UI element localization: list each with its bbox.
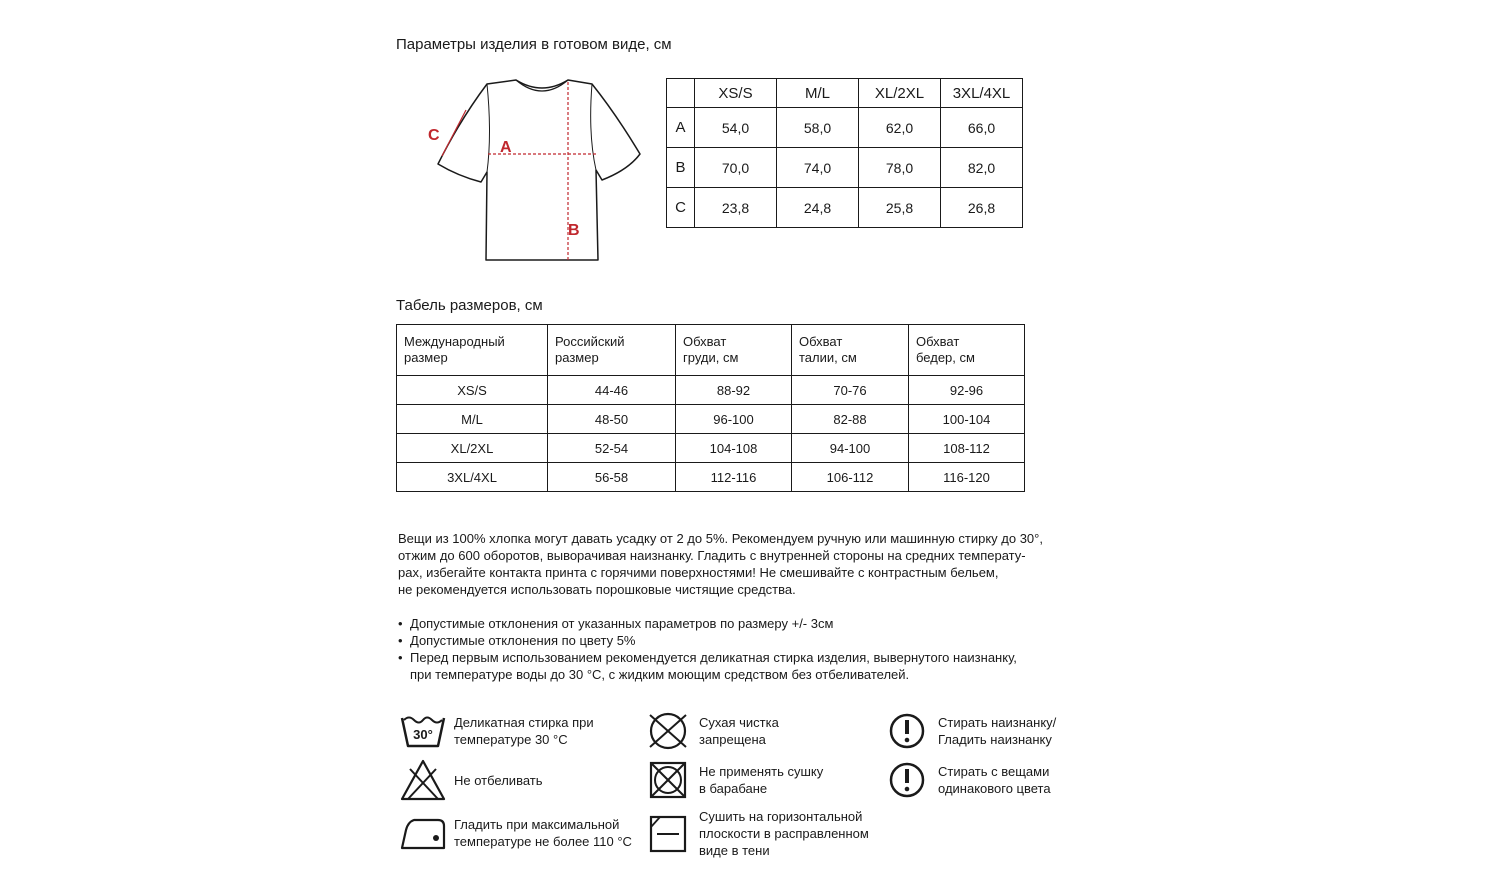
wash-30-icon (398, 706, 448, 756)
params-cell: 26,8 (941, 188, 1023, 228)
sizes-title: Табель размеров, см (396, 297, 543, 314)
params-col-header: XL/2XL (859, 79, 941, 108)
care-label: Сушить на горизонтальной плоскости в расправленном виде в тени (699, 809, 869, 858)
tshirt-collar (516, 80, 568, 91)
params-cell: 25,8 (859, 188, 941, 228)
flat-dry-shade-icon (643, 809, 693, 859)
care-item-same-color (882, 755, 1051, 805)
params-cell: 66,0 (941, 108, 1023, 148)
no-dry-clean-icon (643, 706, 693, 756)
params-row-label: C (667, 188, 695, 228)
size-cell: XL/2XL (397, 434, 548, 463)
size-col-header: Международный размер (397, 325, 548, 376)
size-cell: 52-54 (548, 434, 676, 463)
params-cell: 54,0 (695, 108, 777, 148)
care-label: Не отбеливать (454, 772, 543, 788)
care-item-no-dry-clean (643, 706, 779, 756)
params-col-header: 3XL/4XL (941, 79, 1023, 108)
label-c: C (428, 127, 440, 144)
params-row-label: A (667, 108, 695, 148)
iron-icon (398, 808, 448, 858)
size-cell: 70-76 (792, 376, 909, 405)
size-row (397, 434, 1025, 463)
size-col-header: Российский размер (548, 325, 676, 376)
size-header-row (397, 325, 1025, 376)
size-col-header: Обхват бедер, см (909, 325, 1025, 376)
care-item-inside-out (882, 706, 1056, 756)
svg-text:30°: 30° (413, 727, 433, 742)
care-label: Гладить при максимальной температуре не более 110 °С (454, 817, 632, 849)
tshirt-diagram (420, 74, 650, 266)
size-cell: 106-112 (792, 463, 909, 492)
bullet-item: • Перед первым использованием рекомендуется деликатная стирка изделия, вывернутого наизнанку, при температуре воды до 30 °С, с жидким моющим средством без отбеливателей. (398, 650, 1017, 682)
size-cell: 92-96 (909, 376, 1025, 405)
care-label: Не применять сушку в барабане (699, 764, 824, 796)
size-cell: 88-92 (676, 376, 792, 405)
no-tumble-dry-icon (643, 755, 693, 805)
params-header-row (667, 79, 1023, 108)
tshirt-armhole-right (591, 84, 596, 170)
care-item-flat-dry (643, 808, 869, 859)
bullet-dot: • (398, 650, 403, 665)
note-line: не рекомендуется использовать порошковые чистящие средства. (398, 582, 796, 597)
params-table (666, 78, 1023, 228)
note-line: отжим до 600 оборотов, выворачивая наизнанку. Гладить с внутренней стороны на средних температу- (398, 548, 1026, 563)
size-cell: 100-104 (909, 405, 1025, 434)
care-label: Сухая чистка запрещена (699, 715, 779, 747)
params-cell: 58,0 (777, 108, 859, 148)
care-label: Стирать с вещами одинакового цвета (938, 764, 1051, 796)
care-item-no-bleach (398, 755, 543, 805)
params-row (667, 108, 1023, 148)
params-row-label: B (667, 148, 695, 188)
bullet-item: • Допустимые отклонения по цвету 5% (398, 633, 636, 648)
size-table (396, 324, 1025, 492)
params-col-header: M/L (777, 79, 859, 108)
size-cell: 108-112 (909, 434, 1025, 463)
size-row (397, 376, 1025, 405)
size-cell: XS/S (397, 376, 548, 405)
note-line: Вещи из 100% хлопка могут давать усадку от 2 до 5%. Рекомендуем ручную или машинную стирку до 30°, (398, 531, 1043, 546)
label-a: A (500, 139, 512, 156)
params-title: Параметры изделия в готовом виде, см (396, 36, 672, 53)
params-corner-cell (667, 79, 695, 108)
params-row (667, 148, 1023, 188)
care-note-paragraph (398, 530, 1118, 598)
size-cell: 96-100 (676, 405, 792, 434)
bullet-dot: • (398, 633, 403, 648)
size-col-header: Обхват талии, см (792, 325, 909, 376)
params-cell: 62,0 (859, 108, 941, 148)
care-item-iron (398, 808, 632, 858)
bullet-item: • Допустимые отклонения от указанных параметров по размеру +/- 3см (398, 616, 834, 631)
no-bleach-icon (398, 755, 448, 805)
size-cell: 44-46 (548, 376, 676, 405)
params-cell: 24,8 (777, 188, 859, 228)
size-cell: 94-100 (792, 434, 909, 463)
tshirt-outline (438, 80, 640, 260)
size-cell: 56-58 (548, 463, 676, 492)
params-cell: 74,0 (777, 148, 859, 188)
size-cell: 82-88 (792, 405, 909, 434)
warning-icon (882, 706, 932, 756)
care-item-no-tumble-dry (643, 755, 823, 805)
params-cell: 78,0 (859, 148, 941, 188)
size-cell: 112-116 (676, 463, 792, 492)
params-cell: 23,8 (695, 188, 777, 228)
size-cell: M/L (397, 405, 548, 434)
care-label: Стирать наизнанку/ Гладить наизнанку (938, 715, 1057, 747)
size-cell: 48-50 (548, 405, 676, 434)
size-cell: 116-120 (909, 463, 1025, 492)
label-b: B (568, 222, 580, 239)
size-row (397, 405, 1025, 434)
size-col-header: Обхват груди, см (676, 325, 792, 376)
params-cell: 82,0 (941, 148, 1023, 188)
care-item-wash (398, 706, 594, 756)
tshirt-armhole-left (487, 84, 490, 172)
params-row (667, 188, 1023, 228)
size-cell: 3XL/4XL (397, 463, 548, 492)
notes-bullet-list (398, 615, 1017, 683)
params-cell: 70,0 (695, 148, 777, 188)
note-line: рах, избегайте контакта принта с горячими поверхностями! Не смешивайте с контрастным бельем, (398, 565, 999, 580)
measure-line-c (442, 110, 466, 156)
warning-icon (882, 755, 932, 805)
size-row (397, 463, 1025, 492)
size-cell: 104-108 (676, 434, 792, 463)
care-label: Деликатная стирка при температуре 30 °С (454, 715, 594, 747)
bullet-dot: • (398, 616, 403, 631)
params-col-header: XS/S (695, 79, 777, 108)
